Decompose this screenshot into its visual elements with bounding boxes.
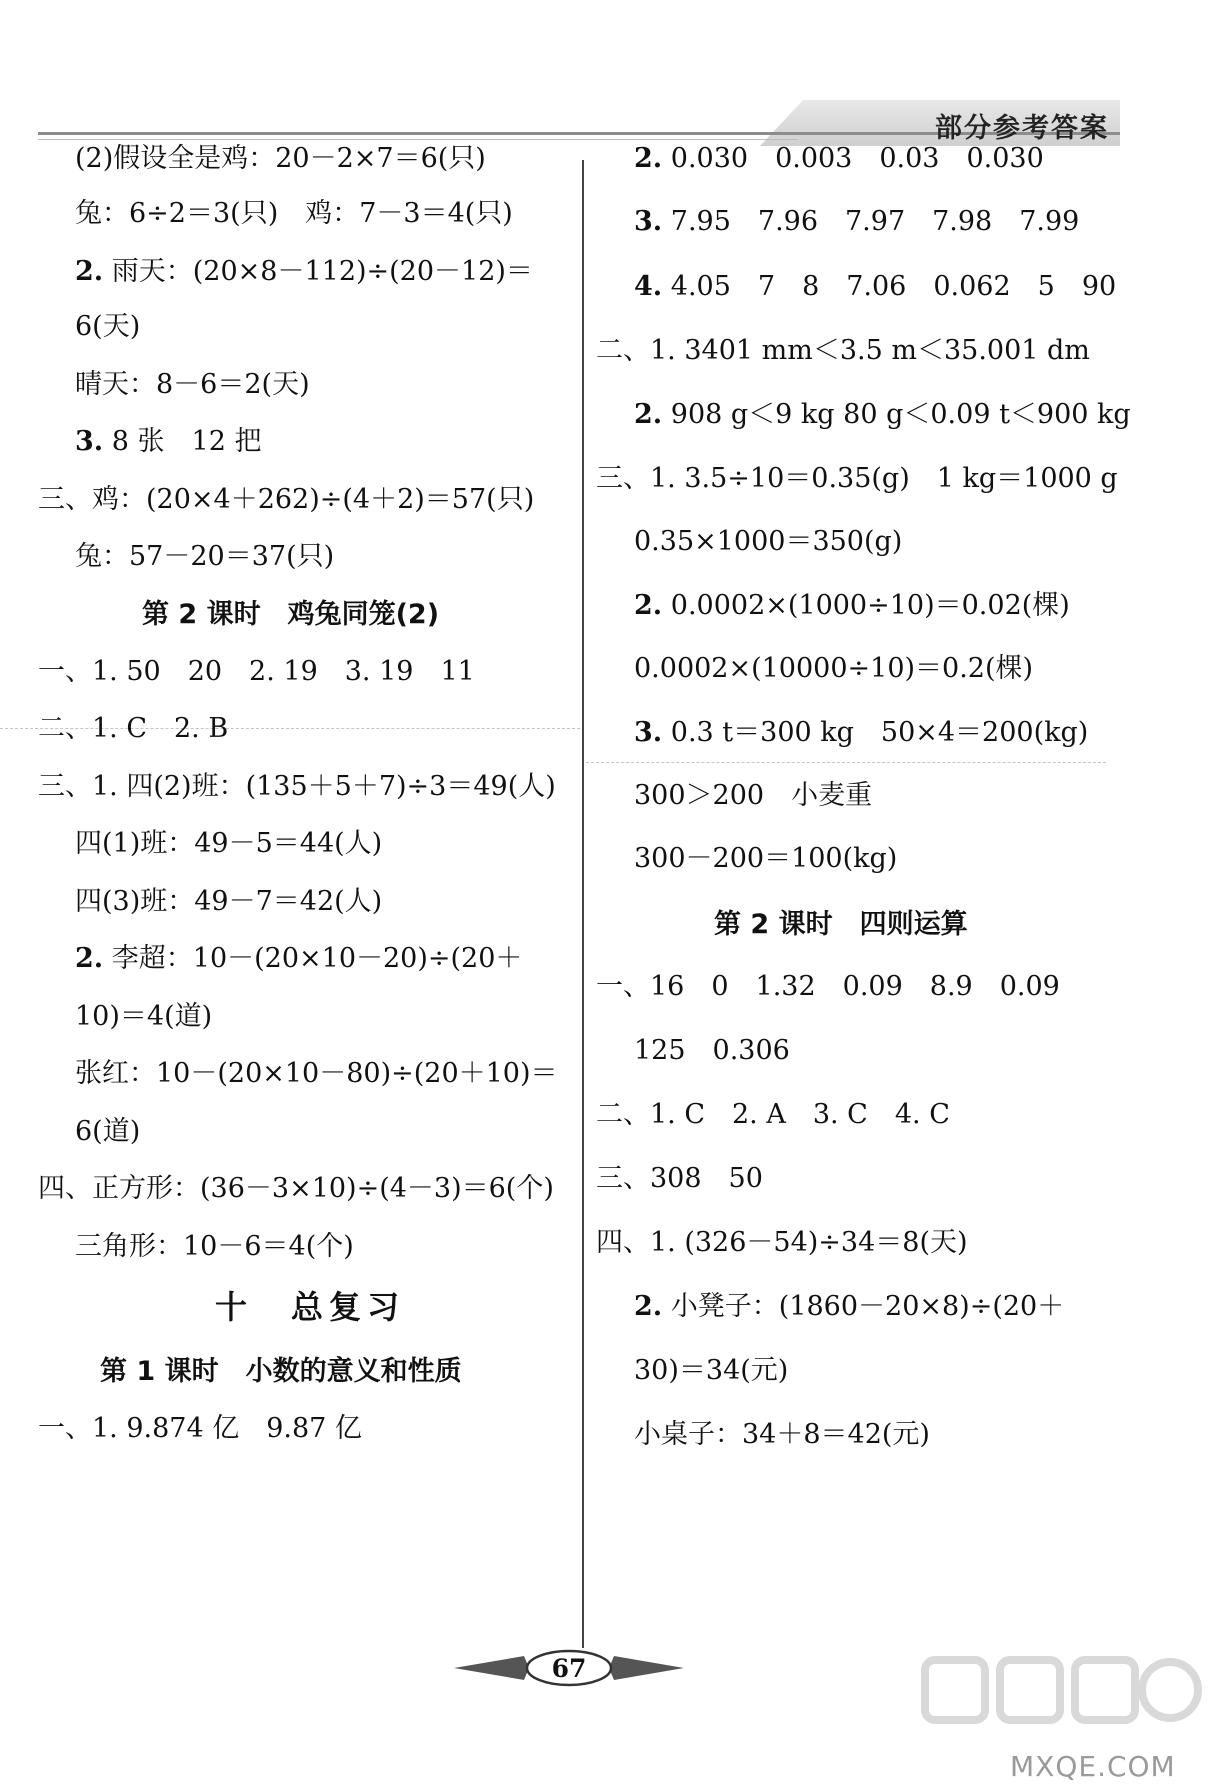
answer-line: 三、鸡：(20×4＋262)÷(4＋2)＝57(只)	[38, 484, 535, 515]
answer-line: 四、1. (326－54)÷34＝8(天)	[596, 1227, 968, 1258]
answer-line: 3. 8 张 12 把	[75, 426, 262, 457]
answer-line: 300＞200 小麦重	[634, 780, 873, 811]
answer-line: 0.35×1000＝350(g)	[634, 526, 903, 557]
answer-line: 10)＝4(道)	[75, 1001, 213, 1032]
lesson-heading: 第 1 课时 小数的意义和性质	[100, 1356, 462, 1387]
lesson-heading: 第 2 课时 四则运算	[714, 909, 968, 940]
answer-line: 3. 7.95 7.96 7.97 7.98 7.99	[634, 206, 1080, 237]
answer-line: 6(天)	[75, 311, 141, 342]
answer-line: 三角形：10－6＝4(个)	[75, 1231, 354, 1262]
answer-line: 二、1. 3401 mm＜3.5 m＜35.001 dm	[596, 335, 1090, 366]
answer-line: (2)假设全是鸡：20－2×7＝6(只)	[75, 143, 486, 174]
answer-line: 300－200＝100(kg)	[634, 843, 898, 874]
answer-line: 125 0.306	[634, 1035, 790, 1066]
answer-line: 四(3)班：49－7＝42(人)	[75, 886, 383, 917]
right-dashed-separator	[586, 762, 1106, 763]
answer-line: 兔：57－20＝37(只)	[75, 541, 335, 572]
answer-line: 四、正方形：(36－3×10)÷(4－3)＝6(个)	[38, 1173, 554, 1204]
answer-line: 一、16 0 1.32 0.09 8.9 0.09	[596, 971, 1060, 1002]
watermark-text: MXQE.COM	[1010, 1750, 1176, 1783]
answer-line: 30)＝34(元)	[634, 1355, 789, 1386]
answer-line: 4. 4.05 7 8 7.06 0.062 5 90	[634, 271, 1117, 302]
answer-line: 一、1. 9.874 亿 9.87 亿	[38, 1413, 362, 1444]
answer-line: 四(1)班：49－5＝44(人)	[75, 828, 383, 859]
answer-line: 晴天：8－6＝2(天)	[75, 369, 310, 400]
lesson-heading: 第 2 课时 鸡兔同笼(2)	[142, 599, 440, 630]
answer-line: 张红：10－(20×10－80)÷(20＋10)＝	[75, 1058, 558, 1089]
answer-line: 2. 0.0002×(1000÷10)＝0.02(棵)	[634, 590, 1070, 621]
answer-line: 三、1. 3.5÷10＝0.35(g) 1 kg＝1000 g	[596, 463, 1118, 494]
answer-line: 小桌子：34＋8＝42(元)	[634, 1419, 930, 1450]
page-number: 67	[551, 1654, 587, 1683]
answer-line: 三、308 50	[596, 1163, 763, 1194]
column-divider	[582, 160, 584, 1648]
answer-line: 一、1. 50 20 2. 19 3. 19 11	[38, 656, 475, 687]
chapter-heading: 十 总复习	[215, 1288, 406, 1326]
answer-line: 2. 李超：10－(20×10－20)÷(20＋	[75, 943, 523, 974]
answer-line: 3. 0.3 t＝300 kg 50×4＝200(kg)	[634, 717, 1089, 748]
answer-line: 三、1. 四(2)班：(135＋5＋7)÷3＝49(人)	[38, 771, 556, 802]
answer-line: 2. 小凳子：(1860－20×8)÷(20＋	[634, 1291, 1065, 1322]
answer-line: 2. 908 g＜9 kg 80 g＜0.09 t＜900 kg	[634, 399, 1131, 430]
answer-line: 二、1. C 2. A 3. C 4. C	[596, 1099, 950, 1130]
answer-line: 0.0002×(10000÷10)＝0.2(棵)	[634, 653, 1034, 684]
answer-line: 2. 雨天：(20×8－112)÷(20－12)＝	[75, 256, 533, 287]
answer-line: 二、1. C 2. B	[38, 713, 229, 744]
page-header-title: 部分参考答案	[935, 113, 1109, 144]
header-rule-thin	[38, 139, 798, 140]
answer-line: 6(道)	[75, 1116, 141, 1147]
answer-line: 兔：6÷2＝3(只) 鸡：7－3＝4(只)	[75, 198, 513, 229]
answer-line: 2. 0.030 0.003 0.03 0.030	[634, 143, 1044, 174]
